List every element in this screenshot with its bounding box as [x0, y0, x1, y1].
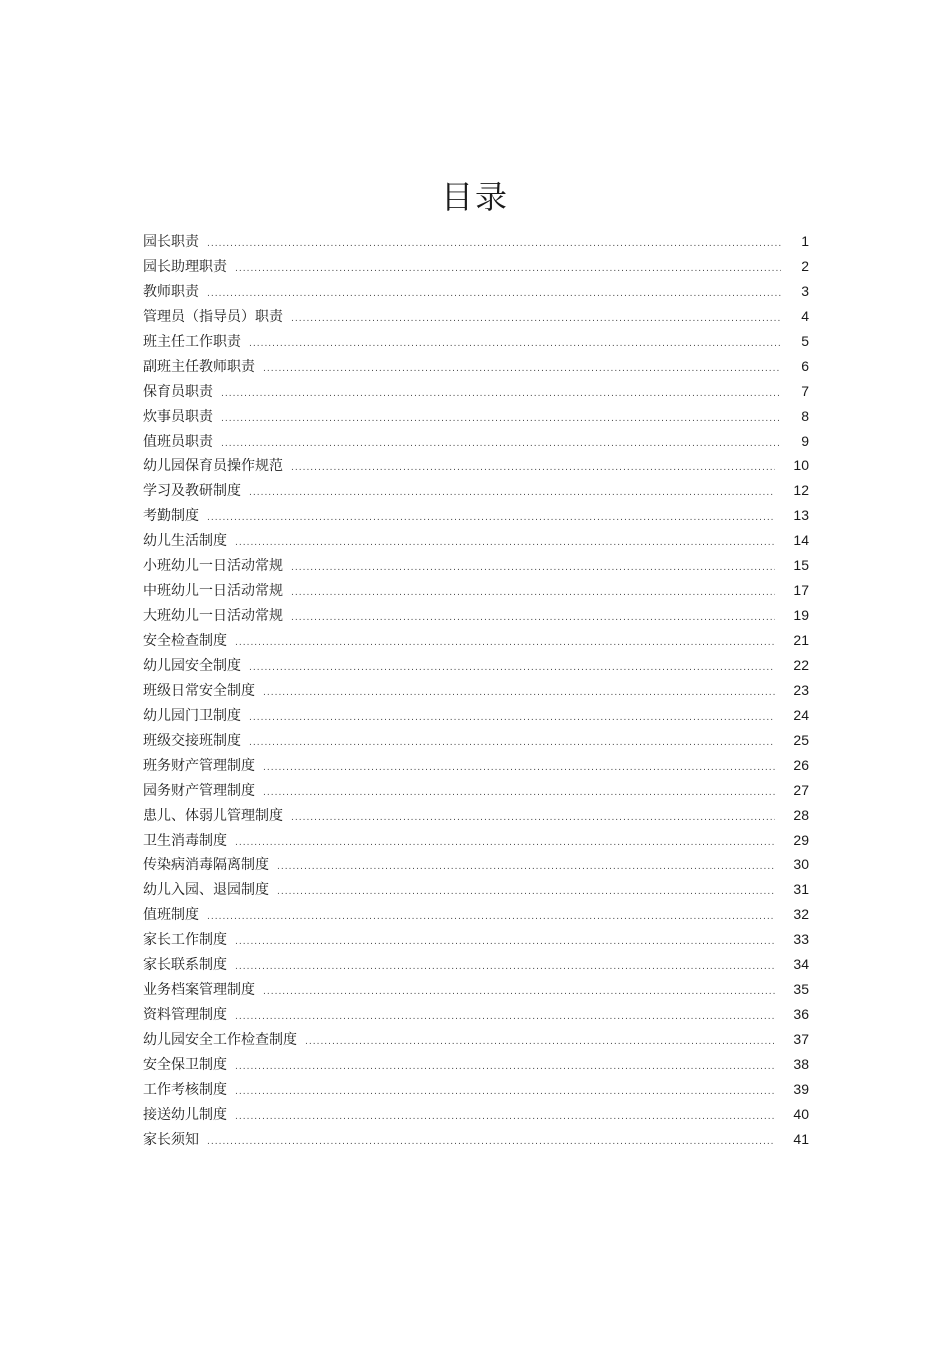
toc-entry[interactable] — [143, 304, 809, 329]
toc-entry-title: 中班幼儿一日活动常规 — [143, 583, 283, 600]
toc-entry-title: 幼儿入园、退园制度 — [143, 882, 269, 899]
toc-page-number: 17 — [793, 582, 809, 599]
toc-entry-title: 班级交接班制度 — [143, 732, 241, 749]
toc-entry[interactable] — [143, 927, 809, 952]
toc-entry[interactable] — [143, 1002, 809, 1027]
toc-page-number: 41 — [793, 1130, 809, 1147]
toc-dot-leader — [291, 581, 775, 606]
toc-dot-leader — [249, 332, 781, 357]
toc-dot-leader — [249, 656, 775, 681]
toc-entry[interactable] — [143, 379, 809, 404]
toc-dot-leader — [291, 806, 775, 831]
toc-entry[interactable] — [143, 877, 809, 902]
toc-entry[interactable] — [143, 728, 809, 753]
toc-entry-title: 幼儿园安全制度 — [143, 657, 241, 674]
toc-entry-title: 园长助理职责 — [143, 258, 227, 275]
toc-dot-leader — [235, 1055, 775, 1080]
toc-entry[interactable] — [143, 1102, 809, 1127]
toc-entry[interactable] — [143, 578, 809, 603]
toc-dot-leader — [207, 282, 781, 307]
toc-page-number: 8 — [801, 407, 809, 424]
toc-dot-leader — [207, 506, 775, 531]
toc-dot-leader — [221, 382, 781, 407]
toc-dot-leader — [277, 880, 775, 905]
toc-entry-title: 安全检查制度 — [143, 633, 227, 649]
toc-page-number: 15 — [793, 557, 809, 574]
toc-page-number: 23 — [793, 681, 809, 698]
toc-entry-title: 安全保卫制度 — [143, 1056, 227, 1073]
toc-dot-leader — [235, 1080, 775, 1105]
toc-entry-title: 保育员职责 — [143, 383, 213, 400]
toc-dot-leader — [291, 307, 781, 332]
toc-entry[interactable] — [143, 653, 809, 678]
toc-entry-title: 考勤制度 — [143, 508, 199, 525]
toc-dot-leader — [221, 432, 781, 457]
toc-page-number: 28 — [793, 806, 809, 823]
toc-page-number: 10 — [793, 457, 809, 474]
toc-entry[interactable] — [143, 703, 809, 728]
toc-entry-title: 家长工作制度 — [143, 932, 227, 949]
toc-dot-leader — [291, 556, 775, 581]
toc-page-number: 25 — [793, 731, 809, 748]
toc-entry[interactable] — [143, 404, 809, 429]
toc-entry-title: 管理员（指导员）职责 — [143, 308, 283, 325]
toc-entry[interactable] — [143, 528, 809, 553]
toc-entry-title: 园长职责 — [143, 234, 199, 250]
toc-page-number: 40 — [793, 1105, 809, 1122]
toc-entry[interactable] — [143, 952, 809, 977]
toc-entry[interactable] — [143, 478, 809, 503]
toc-entry-title: 卫生消毒制度 — [143, 832, 227, 849]
toc-entry[interactable] — [143, 678, 809, 703]
page-title: 目录 — [440, 178, 509, 217]
toc-entry[interactable] — [143, 1052, 809, 1077]
toc-entry[interactable] — [143, 603, 809, 628]
toc-dot-leader — [207, 232, 781, 257]
toc-entry[interactable] — [143, 279, 809, 304]
toc-page-number: 27 — [793, 781, 809, 798]
toc-page-number: 3 — [801, 282, 809, 299]
toc-dot-leader — [207, 905, 775, 930]
toc-dot-leader — [249, 481, 775, 506]
toc-entry[interactable] — [143, 354, 809, 379]
toc-entry-title: 炊事员职责 — [143, 408, 213, 425]
toc-entry-title: 患儿、体弱儿管理制度 — [143, 807, 283, 824]
toc-entry-title: 值班员职责 — [143, 433, 213, 450]
toc-entry-title: 班级日常安全制度 — [143, 682, 255, 699]
toc-page-number: 39 — [793, 1080, 809, 1097]
toc-page-number: 35 — [793, 981, 809, 998]
toc-page-number: 13 — [793, 507, 809, 524]
toc-page-number: 4 — [801, 307, 809, 324]
toc-entry[interactable] — [143, 503, 809, 528]
toc-dot-leader — [249, 731, 775, 756]
toc-page-number: 1 — [801, 233, 809, 249]
toc-dot-leader — [305, 1030, 775, 1055]
toc-entry[interactable] — [143, 977, 809, 1002]
toc-dot-leader — [235, 930, 775, 955]
toc-entry-title: 教师职责 — [143, 283, 199, 300]
toc-dot-leader — [249, 706, 775, 731]
toc-entry[interactable] — [143, 902, 809, 927]
toc-dot-leader — [235, 631, 775, 656]
toc-page-number: 33 — [793, 931, 809, 948]
toc-entry[interactable] — [143, 628, 809, 653]
toc-entry[interactable] — [143, 1127, 809, 1152]
toc-page-number: 36 — [793, 1006, 809, 1023]
toc-page-number: 24 — [793, 706, 809, 723]
toc-entry-title: 幼儿园安全工作检查制度 — [143, 1032, 297, 1048]
toc-entry[interactable] — [143, 753, 809, 778]
toc-entry-title: 传染病消毒隔离制度 — [143, 857, 269, 874]
toc-dot-leader — [277, 855, 775, 880]
toc-entry[interactable] — [143, 553, 809, 578]
toc-page-number: 5 — [801, 332, 809, 349]
toc-page-number: 32 — [793, 906, 809, 923]
toc-dot-leader — [235, 831, 775, 856]
toc-entry[interactable] — [143, 1027, 809, 1052]
toc-dot-leader — [263, 781, 775, 806]
toc-dot-leader — [235, 257, 781, 282]
toc-entry[interactable] — [143, 329, 809, 354]
toc-dot-leader — [235, 1105, 775, 1130]
toc-page-number: 21 — [793, 632, 809, 648]
toc-entry-title: 副班主任教师职责 — [143, 358, 255, 375]
toc-entry-title: 小班幼儿一日活动常规 — [143, 558, 283, 575]
toc-page-number: 38 — [793, 1055, 809, 1072]
toc-entry-title: 工作考核制度 — [143, 1081, 227, 1098]
table-of-contents — [143, 229, 809, 1152]
toc-page-number: 14 — [793, 532, 809, 549]
toc-dot-leader — [235, 531, 775, 556]
toc-entry[interactable] — [143, 852, 809, 877]
toc-entry-title: 幼儿生活制度 — [143, 533, 227, 550]
toc-dot-leader — [263, 756, 775, 781]
toc-page-number: 6 — [801, 357, 809, 374]
toc-page-number: 34 — [793, 956, 809, 973]
toc-entry[interactable] — [143, 1077, 809, 1102]
toc-entry[interactable] — [143, 803, 809, 828]
toc-dot-leader — [263, 357, 781, 382]
toc-entry-title: 班主任工作职责 — [143, 333, 241, 350]
toc-page-number: 7 — [801, 382, 809, 399]
toc-page-number: 30 — [793, 856, 809, 873]
toc-entry-title: 园务财产管理制度 — [143, 782, 255, 799]
toc-dot-leader — [263, 980, 775, 1005]
toc-dot-leader — [291, 456, 775, 481]
toc-entry-title: 接送幼儿制度 — [143, 1106, 227, 1123]
toc-page-number: 9 — [801, 432, 809, 449]
toc-entry-title: 幼儿园门卫制度 — [143, 707, 241, 724]
toc-page-number: 26 — [793, 756, 809, 773]
toc-entry-title: 大班幼儿一日活动常规 — [143, 608, 283, 625]
toc-page-number: 31 — [793, 881, 809, 898]
toc-entry-title: 学习及教研制度 — [143, 483, 241, 500]
toc-entry[interactable] — [143, 429, 809, 454]
toc-entry-title: 资料管理制度 — [143, 1007, 227, 1024]
toc-entry[interactable] — [143, 828, 809, 853]
toc-entry-title: 幼儿园保育员操作规范 — [143, 458, 283, 475]
toc-page-number: 22 — [793, 656, 809, 673]
toc-entry[interactable] — [143, 778, 809, 803]
toc-dot-leader — [291, 606, 775, 631]
toc-dot-leader — [235, 1005, 775, 1030]
toc-page-number: 29 — [793, 831, 809, 848]
toc-dot-leader — [263, 681, 775, 706]
toc-entry-title: 家长联系制度 — [143, 957, 227, 974]
toc-entry[interactable] — [143, 229, 809, 254]
toc-entry-title: 业务档案管理制度 — [143, 982, 255, 999]
toc-page-number: 12 — [793, 482, 809, 499]
toc-dot-leader — [221, 407, 781, 432]
toc-entry-title: 家长须知 — [143, 1131, 199, 1148]
toc-page-number: 37 — [793, 1031, 809, 1047]
toc-entry-title: 班务财产管理制度 — [143, 757, 255, 774]
toc-dot-leader — [207, 1130, 775, 1155]
toc-entry-title: 值班制度 — [143, 907, 199, 924]
toc-entry[interactable] — [143, 453, 809, 478]
toc-page-number: 19 — [793, 607, 809, 624]
toc-dot-leader — [235, 955, 775, 980]
toc-entry[interactable] — [143, 254, 809, 279]
toc-page-number: 2 — [801, 257, 809, 274]
